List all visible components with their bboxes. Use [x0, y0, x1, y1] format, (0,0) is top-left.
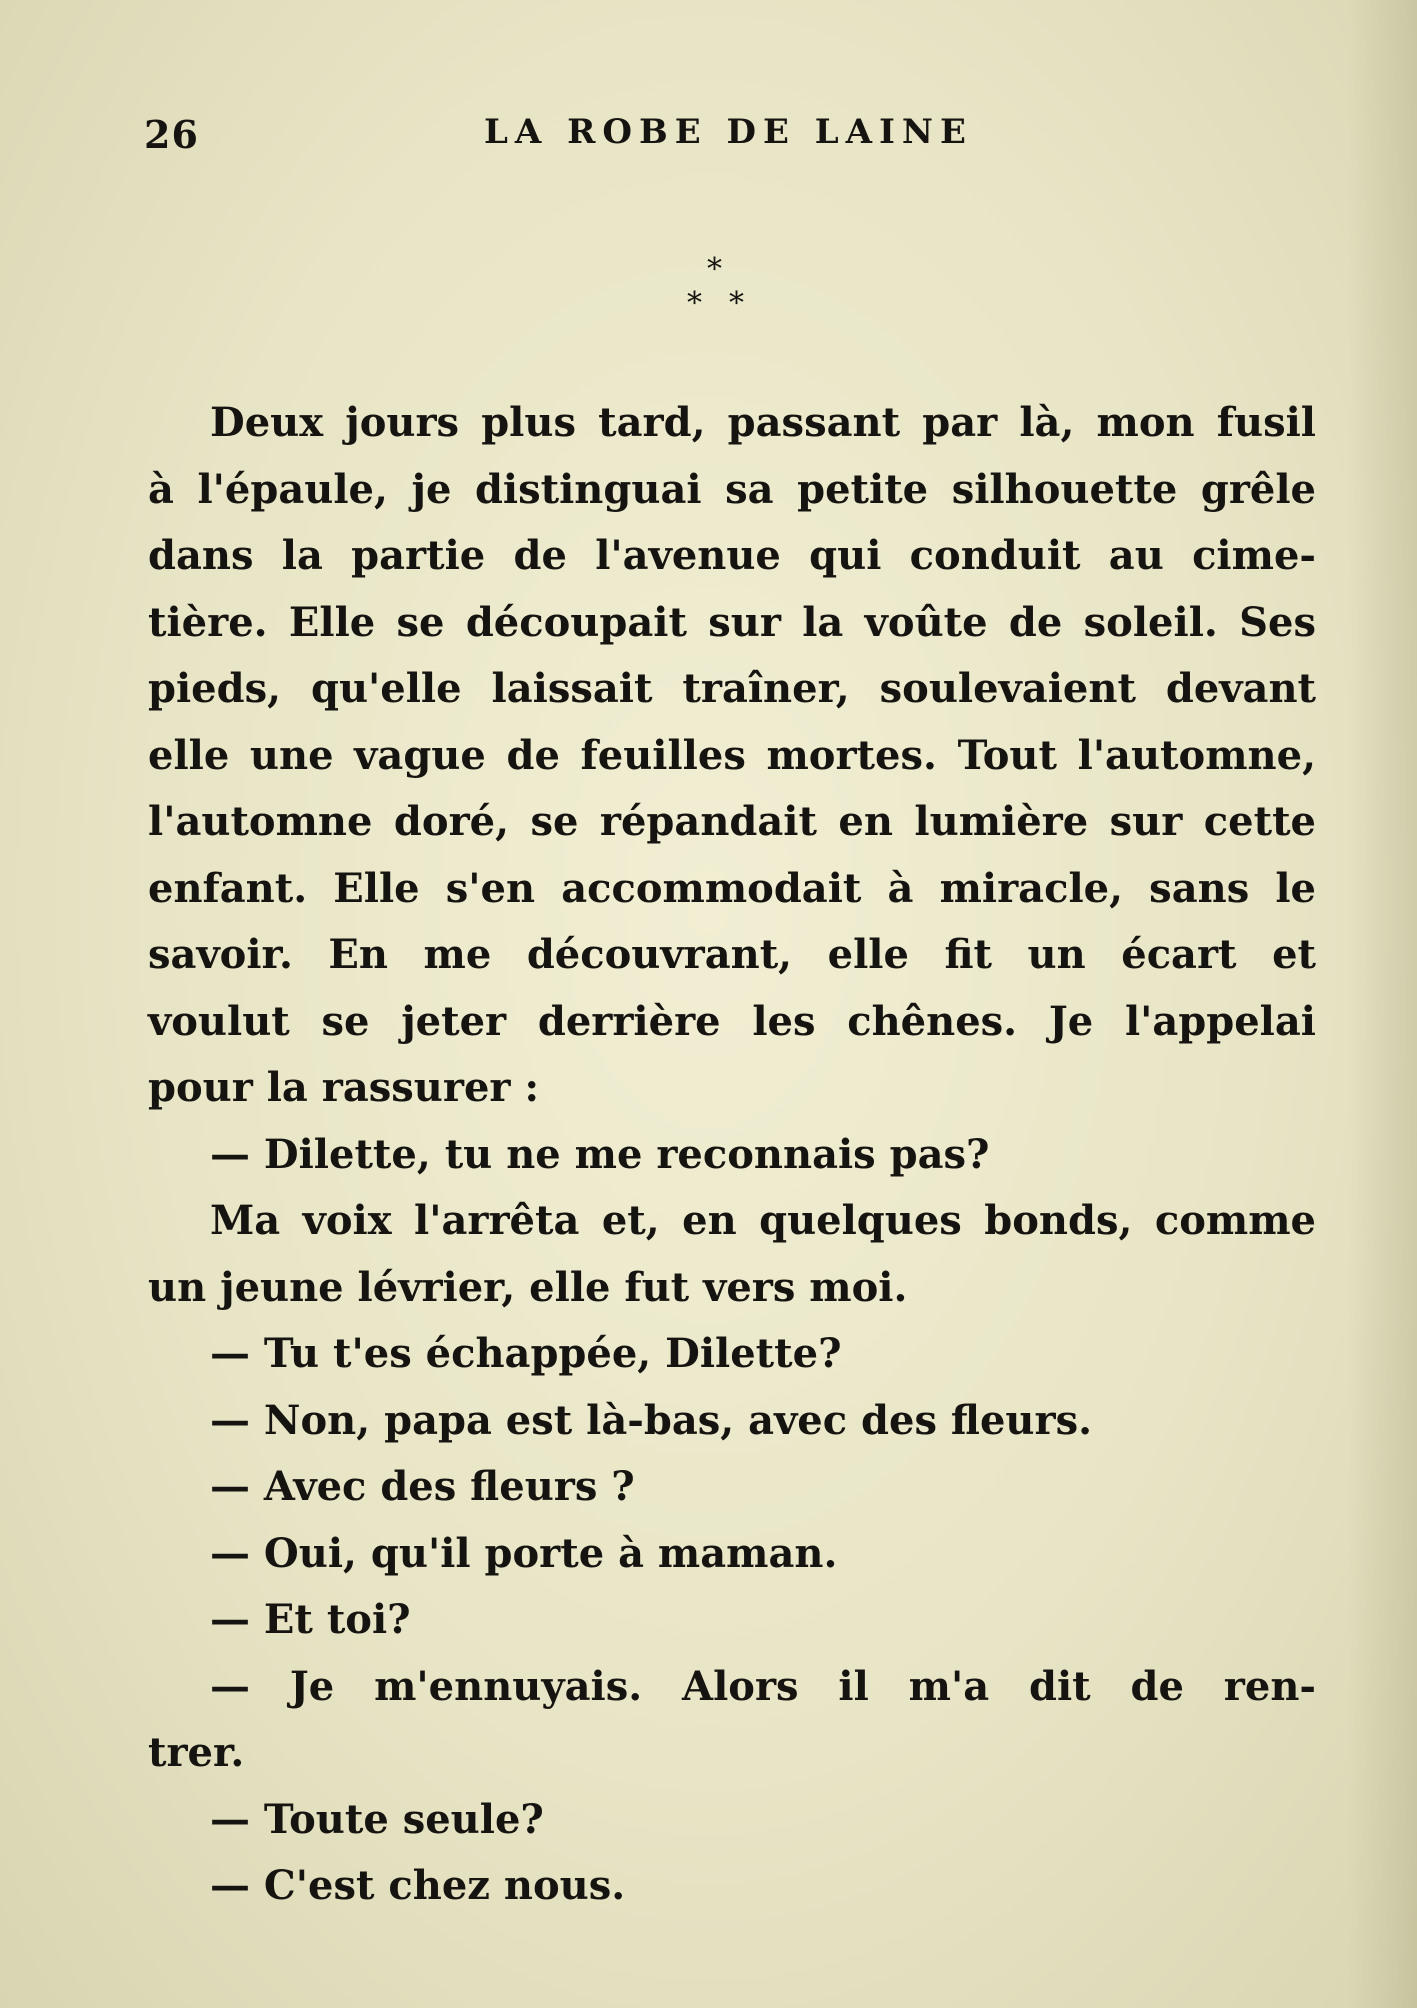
- text-line: elle une vague de feuilles mortes. Tout l'automne,: [148, 731, 1316, 779]
- running-header: [144, 112, 1324, 162]
- text-line: savoir. En me découvrant, elle fit un écart et: [148, 931, 1316, 978]
- text-line: trer.: [148, 1729, 245, 1776]
- text-line: Ma voix l'arrêta et, en quelques bonds, comme: [210, 1197, 1316, 1244]
- text-line: un jeune lévrier, elle fut vers moi.: [148, 1263, 908, 1311]
- text-line: pieds, qu'elle laissait traîner, soulevaient devant: [148, 665, 1316, 712]
- dialogue-line: — C'est chez nous.: [210, 1862, 626, 1909]
- asterism-star: *: [707, 252, 722, 287]
- text-line: pour la rassurer :: [148, 1064, 540, 1111]
- dialogue-line: — Toute seule?: [210, 1795, 544, 1843]
- text-line: l'automne doré, se répandait en lumière sur cette: [148, 798, 1316, 845]
- body-text: [148, 390, 1316, 1920]
- dialogue-line: — Tu t'es échappée, Dilette?: [210, 1330, 842, 1377]
- dialogue-line: — Non, papa est là-bas, avec des fleurs.: [210, 1396, 1093, 1444]
- text-line: dans la partie de l'avenue qui conduit au cime-: [148, 532, 1316, 579]
- asterism-star: *: [729, 286, 744, 321]
- text-line: à l'épaule, je distinguai sa petite silhouette grêle: [148, 465, 1316, 513]
- dialogue-line: — Avec des fleurs ?: [210, 1463, 635, 1510]
- asterism-star: *: [687, 286, 702, 321]
- dialogue-line: — Et toi?: [210, 1596, 411, 1643]
- dialogue-line: — Oui, qu'il porte à maman.: [210, 1529, 838, 1577]
- asterism: [685, 252, 755, 325]
- text-line: voulut se jeter derrière les chênes. Je l'appelai: [148, 997, 1316, 1045]
- dialogue-line: — Je m'ennuyais. Alors il m'a dit de ren-: [210, 1662, 1316, 1710]
- dialogue-line: — Dilette, tu ne me reconnais pas?: [210, 1130, 990, 1178]
- page-edge-shadow: [1347, 0, 1417, 2008]
- running-title: LA ROBE DE LAINE: [484, 112, 973, 152]
- text-line: enfant. Elle s'en accommodait à miracle, sans le: [148, 864, 1316, 912]
- page-number: 26: [144, 112, 199, 157]
- text-line: tière. Elle se découpait sur la voûte de soleil. Ses: [148, 598, 1316, 646]
- text-line: Deux jours plus tard, passant par là, mon fusil: [210, 399, 1316, 446]
